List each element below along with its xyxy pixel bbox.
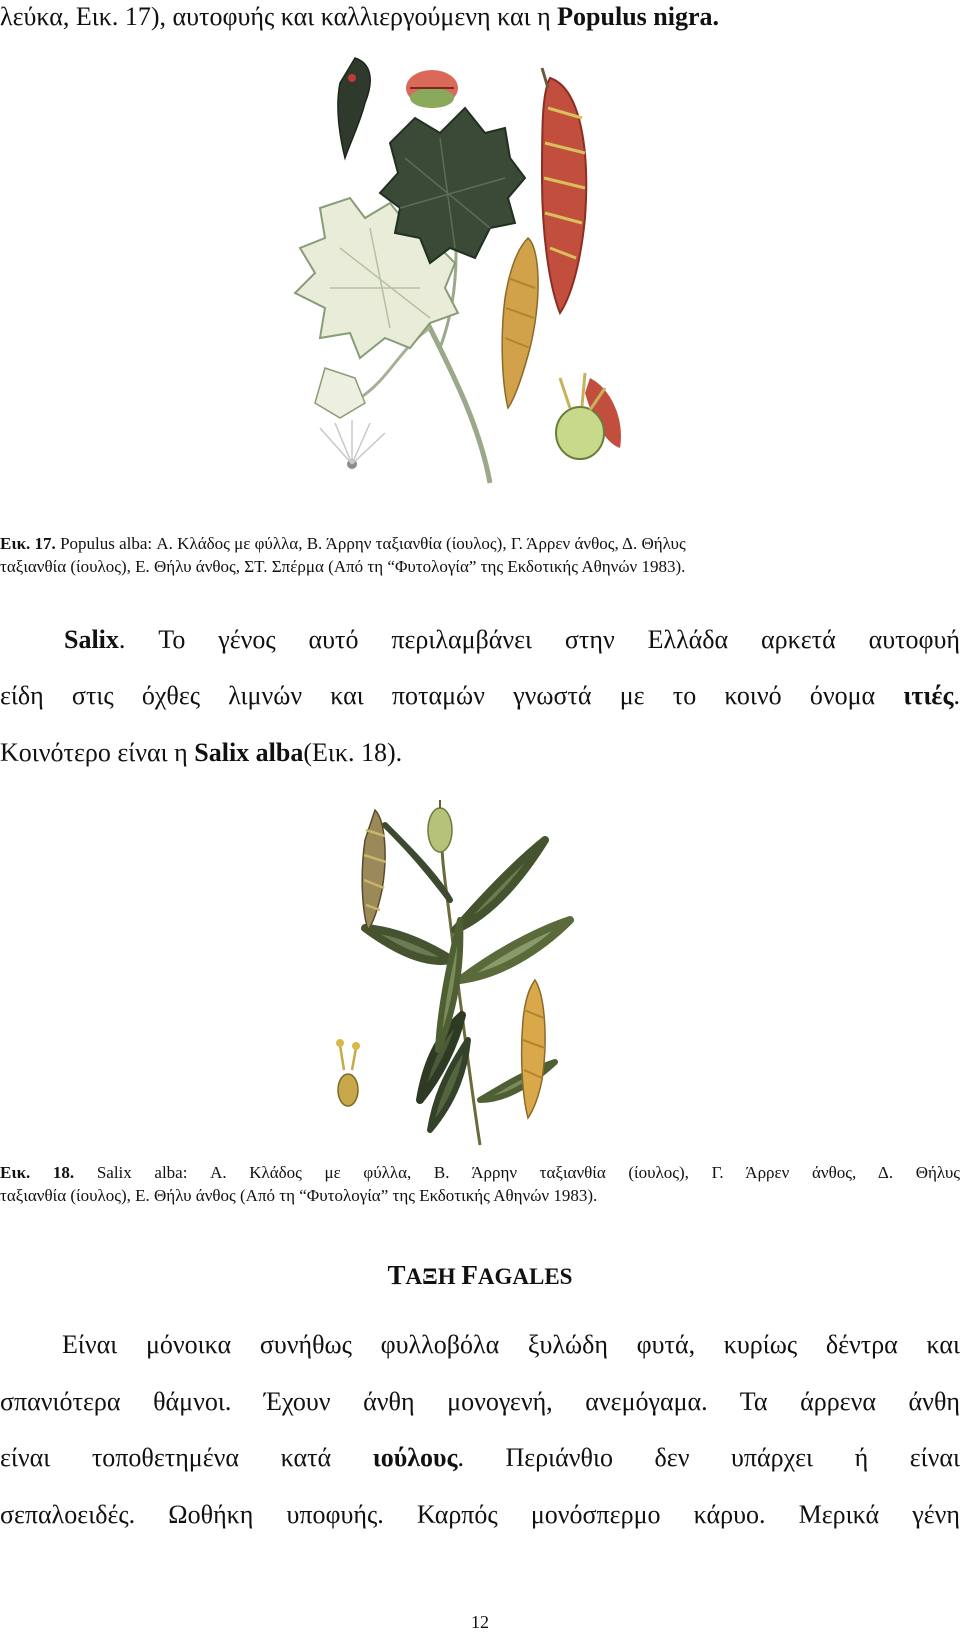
pale-leaf-small xyxy=(315,368,365,418)
female-flower xyxy=(556,373,621,459)
figure-17-caption-line-2: ταξιανθία (ίουλος), Ε. Θήλυ άνθος, ΣΤ. Σπέρμα (Από τη “Φυτολογία” της Εκδοτικής Αθηνών 1983). xyxy=(0,557,686,576)
continuation-line xyxy=(0,2,960,32)
figure-18-caption-line-2: ταξιανθία (ίουλος), Ε. Θήλυ άνθος (Από τη “Φυτολογία” της Εκδοτικής Αθηνών 1983). xyxy=(0,1186,598,1205)
genus-salix: Salix xyxy=(64,625,119,654)
fagales-line-2: σπανιότερα θάμνοι. Έχουν άνθη μονογενή, ανεμόγαμα. Τα άρρενα άνθη xyxy=(0,1387,960,1416)
continuation-text: λεύκα, Εικ. 17), αυτοφυής και καλλιεργούμενη και η xyxy=(0,2,558,31)
figure-17-label: Εικ. 17. xyxy=(0,534,56,553)
species-populus-nigra: Populus nigra. xyxy=(557,2,719,31)
figure-18-label: Εικ. 18. xyxy=(0,1163,75,1182)
section-heading-fagales: ΤΑΞΗ FAGALES xyxy=(387,1260,573,1290)
salix-female-capsule xyxy=(428,800,452,852)
seed-with-hairs xyxy=(320,420,385,469)
species-salix-alba: Salix alba xyxy=(194,738,304,767)
salix-line-3: Κοινότερο είναι η Salix alba(Εικ. 18). xyxy=(0,738,403,767)
fagales-line-1: Είναι μόνοικα συνήθως φυλλοβόλα ξυλώδη φυτά, κυρίως δέντρα και xyxy=(62,1330,960,1359)
female-catkin xyxy=(502,238,538,408)
page-number: 12 xyxy=(471,1612,489,1632)
catkin-top-left xyxy=(338,58,370,158)
salix-line-1: Salix. Το γένος αυτό περιλαμβάνει στην Ελλάδα αρκετά αυτοφυή xyxy=(64,625,960,654)
figure-17-populus-alba-illustration xyxy=(280,48,660,493)
male-flower-top xyxy=(406,70,458,108)
male-catkin-long xyxy=(542,68,586,313)
figure-17-caption-line-1: Εικ. 17. Populus alba: Α. Κλάδος με φύλλα, Β. Άρρην ταξιανθία (ίουλος), Γ. Άρρεν άνθος, Δ. Θήλυς xyxy=(0,534,686,553)
figure-18-caption-line-1: Εικ. 18. Salix alba: Α. Κλάδος με φύλλα, Β. Άρρην ταξιανθία (ίουλος), Γ. Άρρεν άνθος, Δ. Θήλυς xyxy=(0,1163,960,1182)
salix-male-catkin xyxy=(362,810,386,930)
term-ioulous: ιούλους xyxy=(372,1443,458,1472)
fagales-line-4: σεπαλοειδές. Ωοθήκη υποφυής. Καρπός μονόσπερμο κάρυο. Μερικά γένη xyxy=(0,1500,960,1529)
salix-male-flower xyxy=(336,1039,360,1106)
figure-18-salix-alba-illustration xyxy=(330,800,610,1150)
common-name-itiés: ιτιές xyxy=(903,681,954,710)
fagales-line-3: είναι τοποθετημένα κατά ιούλους. Περιάνθιο δεν υπάρχει ή είναι xyxy=(0,1443,960,1472)
salix-line-2: είδη στις όχθες λιμνών και ποταμών γνωστά με το κοινό όνομα ιτιές. xyxy=(0,681,960,710)
salix-female-catkin xyxy=(522,980,545,1118)
